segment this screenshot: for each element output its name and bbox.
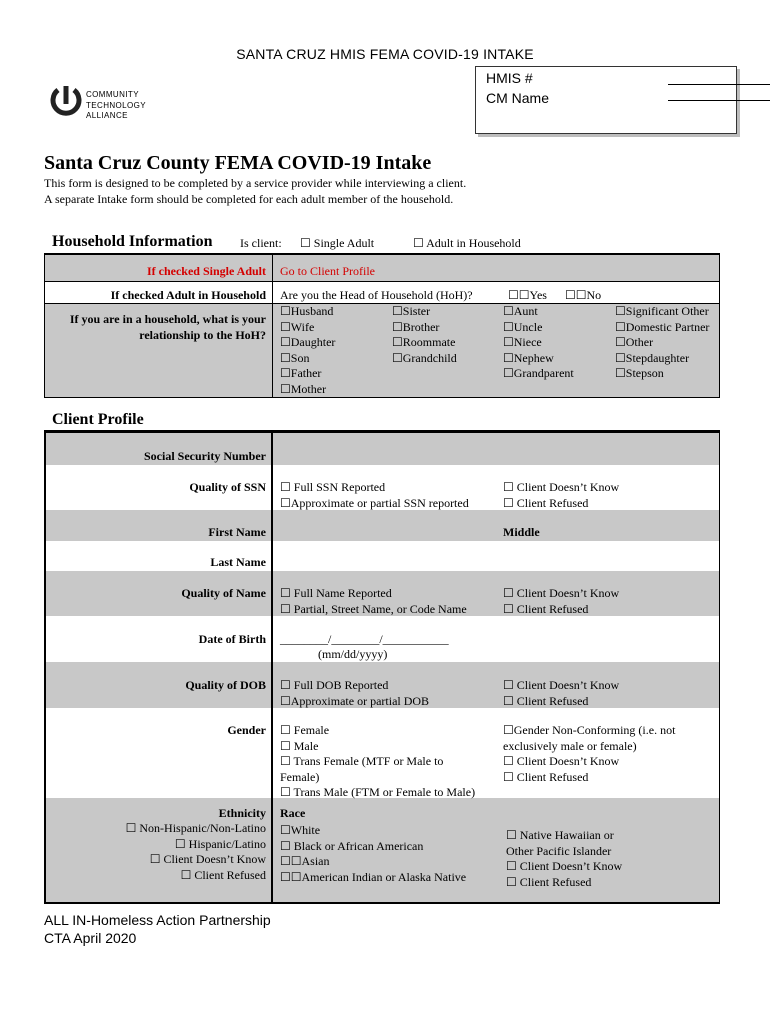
- ethnicity-options: [46, 821, 266, 883]
- household-section-title: Household Information: [52, 233, 213, 250]
- adult-in-household-checkbox[interactable]: ☐ Adult in Household: [413, 236, 521, 250]
- gender-trans-female-checkbox[interactable]: ☐ Trans Female (MTF or Male to: [280, 754, 444, 768]
- rel-uncle-checkbox[interactable]: ☐Uncle: [503, 319, 543, 334]
- ssn-dk-checkbox[interactable]: ☐ Client Doesn’t Know: [503, 480, 620, 494]
- race-american-indian-checkbox[interactable]: ☐☐American Indian or Alaska Native: [280, 869, 467, 884]
- gender-label: Gender: [227, 723, 266, 737]
- rel-brother-checkbox[interactable]: ☐Brother: [392, 319, 440, 334]
- ssn-quality-options: [280, 480, 469, 511]
- gender-female-checkbox[interactable]: ☐ Female: [280, 723, 330, 737]
- go-to-client-profile-link[interactable]: Go to Client Profile: [280, 264, 375, 278]
- household-table-right-border: [719, 253, 720, 398]
- rel-husband-checkbox[interactable]: ☐Husband: [280, 304, 334, 318]
- race-dk-checkbox[interactable]: ☐ Client Doesn’t Know: [506, 859, 623, 873]
- dob-refused-checkbox[interactable]: ☐ Client Refused: [503, 693, 589, 708]
- profile-table-right-border: [719, 430, 720, 903]
- rel-roommate-checkbox[interactable]: ☐Roommate: [392, 335, 456, 349]
- rel-son-checkbox[interactable]: ☐Son: [280, 350, 310, 365]
- ssn-quality-label: Quality of SSN: [189, 480, 266, 494]
- gender-male-checkbox[interactable]: ☐ Male: [280, 738, 319, 753]
- row-divider: [44, 281, 720, 282]
- name-quality-options: [280, 586, 467, 617]
- cm-name-field[interactable]: [668, 100, 770, 101]
- race-pacific-islander-cont: Other Pacific Islander: [506, 843, 612, 858]
- cm-name-label: CM Name: [486, 90, 550, 106]
- race-black-checkbox[interactable]: ☐ Black or African American: [280, 838, 424, 853]
- ethnicity-label: Ethnicity: [218, 806, 266, 820]
- dob-quality-options: [280, 678, 429, 709]
- rel-daughter-checkbox[interactable]: ☐Daughter: [280, 335, 336, 349]
- ssn-label: Social Security Number: [144, 449, 266, 463]
- ssn-quality-options-2: [503, 480, 619, 511]
- cta-logo-text: COMMUNITY TECHNOLOGY ALLIANCE: [86, 90, 147, 120]
- last-name-input[interactable]: [274, 542, 719, 570]
- middle-name-label: Middle: [503, 525, 540, 539]
- is-client-label: Is client:: [240, 236, 282, 250]
- gender-refused-checkbox[interactable]: ☐ Client Refused: [503, 769, 589, 784]
- rel-significant-other-checkbox[interactable]: ☐Significant Other: [615, 304, 709, 318]
- relationship-col-2: [392, 304, 457, 366]
- rel-stepdaughter-checkbox[interactable]: ☐Stepdaughter: [615, 350, 690, 365]
- gender-non-conforming-cont: exclusively male or female): [503, 738, 637, 753]
- page-title: Santa Cruz County FEMA COVID-19 Intake: [44, 152, 432, 174]
- race-refused-checkbox[interactable]: ☐ Client Refused: [506, 874, 592, 889]
- rel-nephew-checkbox[interactable]: ☐Nephew: [503, 350, 554, 365]
- rel-niece-checkbox[interactable]: ☐Niece: [503, 335, 542, 349]
- dob-full-checkbox[interactable]: ☐ Full DOB Reported: [280, 678, 389, 692]
- single-adult-checkbox[interactable]: ☐ Single Adult: [300, 236, 375, 250]
- ssn-input[interactable]: [274, 434, 719, 464]
- race-asian-checkbox[interactable]: ☐☐Asian: [280, 854, 330, 868]
- intro-text: This form is designed to be completed by a service provider while interviewing a client. A separate Intake form should be completed for each adult member of the household.: [44, 176, 467, 206]
- household-table-left-border: [44, 253, 45, 398]
- dob-label: Date of Birth: [198, 632, 266, 646]
- form-header-title: SANTA CRUZ HMIS FEMA COVID-19 INTAKE: [236, 46, 534, 62]
- rel-sister-checkbox[interactable]: ☐Sister: [392, 304, 431, 318]
- client-profile-section-title: Client Profile: [52, 411, 144, 428]
- household-table-bottom: [44, 397, 720, 398]
- profile-table-left-border: [44, 430, 46, 903]
- ethnicity-non-hispanic-checkbox[interactable]: ☐ Non-Hispanic/Non-Latino: [125, 821, 266, 835]
- page-footer: ALL IN-Homeless Action Partnership CTA April 2020: [44, 912, 271, 946]
- ssn-refused-checkbox[interactable]: ☐ Client Refused: [503, 495, 589, 510]
- hmis-number-label: HMIS #: [486, 70, 533, 86]
- rel-mother-checkbox[interactable]: ☐Mother: [280, 381, 327, 396]
- rel-wife-checkbox[interactable]: ☐Wife: [280, 319, 315, 334]
- rel-grandchild-checkbox[interactable]: ☐Grandchild: [392, 350, 457, 365]
- gender-dk-checkbox[interactable]: ☐ Client Doesn’t Know: [503, 754, 620, 768]
- ssn-full-checkbox[interactable]: ☐ Full SSN Reported: [280, 480, 386, 494]
- ethnicity-dk-checkbox[interactable]: ☐ Client Doesn’t Know: [149, 852, 266, 866]
- ethnicity-refused-checkbox[interactable]: ☐ Client Refused: [180, 867, 266, 882]
- race-label: Race: [280, 806, 306, 820]
- relationship-col-4: [615, 304, 709, 382]
- name-partial-checkbox[interactable]: ☐ Partial, Street Name, or Code Name: [280, 601, 467, 616]
- last-name-label: Last Name: [210, 555, 266, 569]
- name-quality-label: Quality of Name: [181, 586, 266, 600]
- dob-quality-label: Quality of DOB: [185, 678, 266, 692]
- rel-other-checkbox[interactable]: ☐Other: [615, 335, 654, 349]
- race-options-right: [506, 828, 622, 890]
- name-quality-options-2: [503, 586, 619, 617]
- profile-table-col-divider: [271, 433, 273, 902]
- dob-input[interactable]: ________/________/___________: [280, 632, 449, 646]
- gender-options-right: [503, 723, 675, 785]
- first-name-label: First Name: [208, 525, 266, 539]
- ethnicity-hispanic-checkbox[interactable]: ☐ Hispanic/Latino: [174, 836, 266, 851]
- hoh-yes-checkbox[interactable]: ☐☐Yes: [508, 288, 547, 302]
- name-refused-checkbox[interactable]: ☐ Client Refused: [503, 601, 589, 616]
- name-dk-checkbox[interactable]: ☐ Client Doesn’t Know: [503, 586, 620, 600]
- adult-household-instruction-label: If checked Adult in Household: [110, 288, 266, 302]
- single-adult-instruction-label: If checked Single Adult: [146, 264, 266, 278]
- hmis-number-field[interactable]: [668, 84, 770, 85]
- ssn-partial-checkbox[interactable]: ☐Approximate or partial SSN reported: [280, 495, 469, 510]
- race-white-checkbox[interactable]: ☐White: [280, 823, 321, 837]
- rel-aunt-checkbox[interactable]: ☐Aunt: [503, 304, 538, 318]
- dob-quality-options-2: [503, 678, 619, 709]
- profile-table-bottom: [44, 902, 720, 904]
- rel-grandparent-checkbox[interactable]: ☐Grandparent: [503, 366, 574, 380]
- relationship-col-3: [503, 304, 574, 382]
- gender-non-conforming-checkbox[interactable]: ☐Gender Non-Conforming (i.e. not: [503, 723, 676, 737]
- gender-trans-male-checkbox[interactable]: ☐ Trans Male (FTM or Female to Male): [280, 785, 476, 799]
- relationship-col-1: [280, 304, 335, 397]
- gender-trans-female-cont: Female): [280, 769, 320, 784]
- rel-domestic-partner-checkbox[interactable]: ☐Domestic Partner: [615, 319, 710, 334]
- dob-dk-checkbox[interactable]: ☐ Client Doesn’t Know: [503, 678, 620, 692]
- dob-partial-checkbox[interactable]: ☐Approximate or partial DOB: [280, 693, 430, 708]
- hoh-no-checkbox[interactable]: ☐☐No: [565, 288, 602, 302]
- race-options-left: [280, 823, 466, 885]
- name-full-checkbox[interactable]: ☐ Full Name Reported: [280, 586, 392, 600]
- hoh-question: Are you the Head of Household (HoH)?: [280, 288, 473, 302]
- household-table-col-divider: [272, 255, 273, 397]
- dob-format-hint: (mm/dd/yyyy): [318, 647, 388, 661]
- rel-stepson-checkbox[interactable]: ☐Stepson: [615, 366, 664, 380]
- rel-father-checkbox[interactable]: ☐Father: [280, 366, 322, 380]
- race-pacific-islander-checkbox[interactable]: ☐ Native Hawaiian or: [506, 828, 614, 842]
- relationship-question-label: If you are in a household, what is your relationship to the HoH?: [69, 312, 266, 342]
- gender-options-left: [280, 723, 475, 801]
